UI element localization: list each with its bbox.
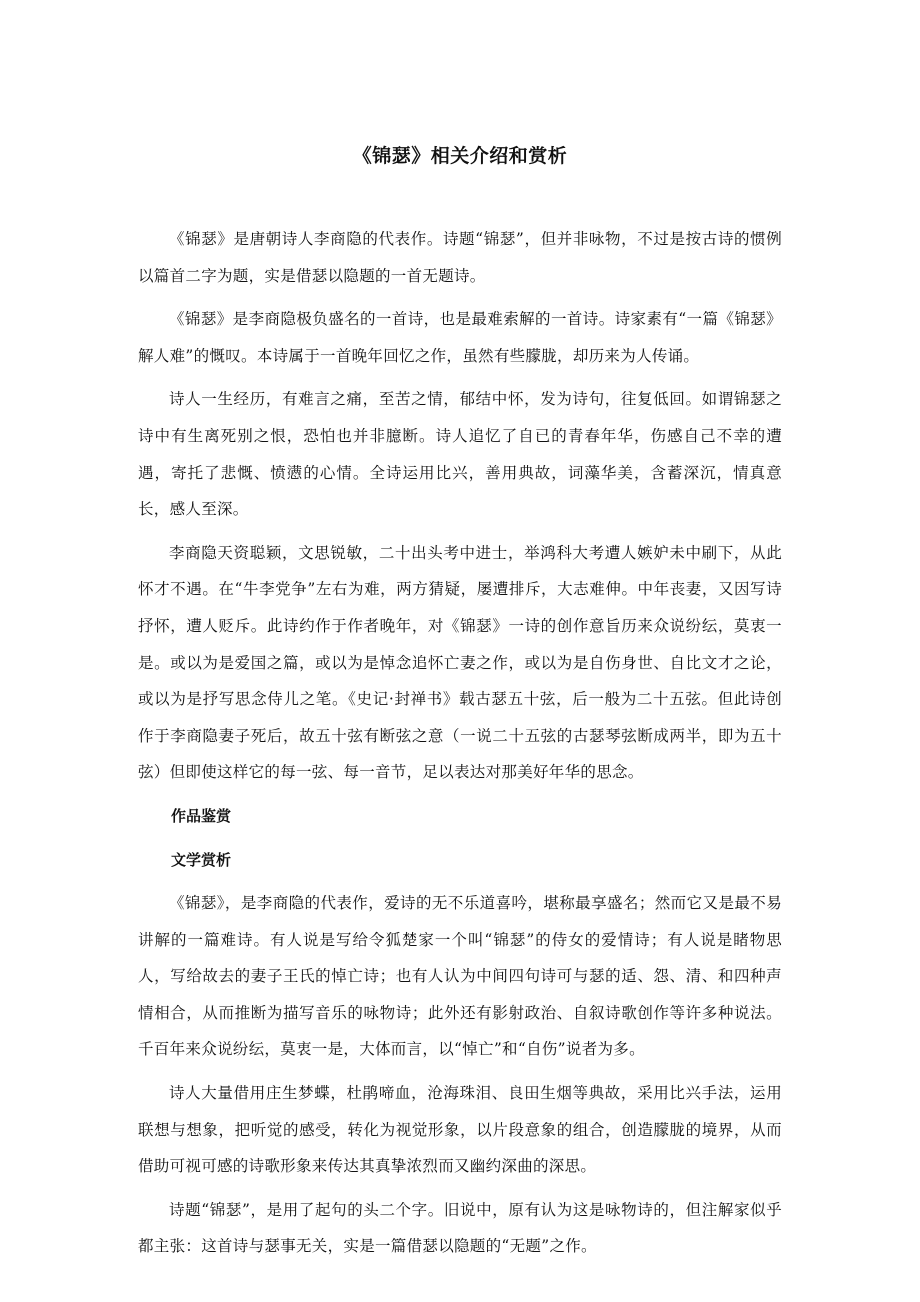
intro-paragraph-4: 李商隐天资聪颖，文思锐敏，二十出头考中进士，举鸿科大考遭人嫉妒未中刷下，从此怀才不遇。在“牛李党争”左右为难，两方猜疑，屡遭排斥，大志难伸。中年丧妻，又因写诗抒怀，遭人贬斥。此诗约作于作者晚年，对《锦瑟》一诗的创作意旨历来众说纷纭，莫衷一是。或以为是爱国之篇，或以为是悼念追怀亡妻之作，或以为是自伤身世、自比文才之论，或以为是抒写思念侍儿之笔。《史记·封禅书》载古瑟五十弦，后一般为二十五弦。但此诗创作于李商隐妻子死后，故五十弦有断弦之意（一说二十五弦的古瑟琴弦断成两半，即为五十弦）但即使这样它的每一弦、每一音节，足以表达对那美好年华的思念。 [138,543,782,782]
intro-paragraph-1: 《锦瑟》是唐朝诗人李商隐的代表作。诗题“锦瑟”，但并非咏物，不过是按古诗的惯例以篇首二字为题，实是借瑟以隐题的一首无题诗。 [138,230,782,285]
analysis-paragraph-1: 《锦瑟》，是李商隐的代表作，爱诗的无不乐道喜吟，堪称最享盛名；然而它又是最不易讲解的一篇难诗。有人说是写给令狐楚家一个叫“锦瑟”的侍女的爱情诗；有人说是睹物思人，写给故去的妻子王氏的悼亡诗；也有人认为中间四句诗可与瑟的适、怨、清、和四种声情相合，从而推断为描写音乐的咏物诗；此外还有影射政治、自叙诗歌创作等许多种说法。千百年来众说纷纭，莫衷一是，大体而言，以“悼亡”和“自伤”说者为多。 [138,894,782,1059]
analysis-paragraph-3: 诗题“锦瑟”，是用了起句的头二个字。旧说中，原有认为这是咏物诗的，但注解家似乎都主张：这首诗与瑟事无关，实是一篇借瑟以隐题的“无题”之作。 [138,1200,782,1256]
section-heading: 作品鉴赏 [171,806,232,825]
intro-paragraph-3: 诗人一生经历，有难言之痛，至苦之情，郁结中怀，发为诗句，往复低回。如谓锦瑟之诗中有生离死别之恨，恐怕也并非臆断。诗人追忆了自已的青春年华，伤感自己不幸的遭遇，寄托了悲慨、愤懑的心情。全诗运用比兴，善用典故，词藻华美，含蓄深沉，情真意长，感人至深。 [138,390,782,519]
document-title: 《锦瑟》相关介绍和赏析 [352,145,568,167]
subsection-heading: 文学赏析 [171,850,232,869]
document-body [138,221,782,1272]
intro-paragraph-2: 《锦瑟》是李商隐极负盛名的一首诗，也是最难索解的一首诗。诗家素有“一篇《锦瑟》解人难”的慨叹。本诗属于一首晚年回忆之作，虽然有些朦胧，却历来为人传诵。 [138,310,782,365]
analysis-paragraph-2: 诗人大量借用庄生梦蝶，杜鹃啼血，沧海珠泪、良田生烟等典故，采用比兴手法，运用联想与想象，把听觉的感受，转化为视觉形象，以片段意象的组合，创造朦胧的境界，从而借助可视可感的诗歌形象来传达其真挚浓烈而又幽约深曲的深思。 [138,1084,782,1176]
